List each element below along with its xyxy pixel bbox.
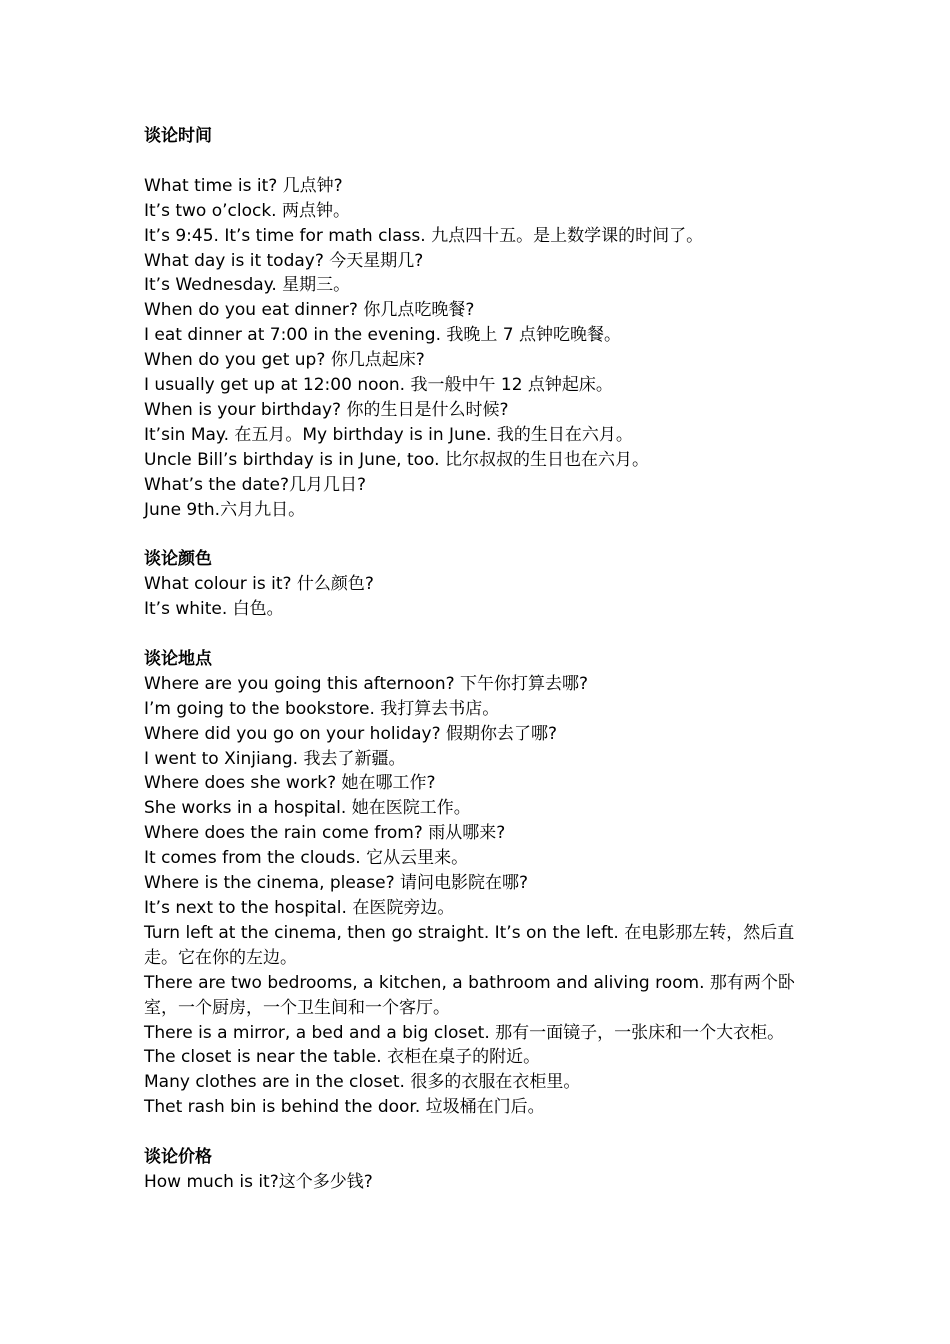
text-line: Where does the rain come from? 雨从哪来?	[144, 823, 506, 844]
text-line: June 9th.六月九日。	[144, 499, 306, 520]
section-time	[144, 124, 814, 522]
document-page	[144, 124, 814, 1195]
blank-line	[144, 149, 814, 174]
text-line: It’s two o’clock. 两点钟。	[144, 200, 350, 221]
section-place	[144, 647, 814, 1120]
text-line: It’s 9:45. It’s time for math class. 九点四十五。是上数学课的时间了。	[144, 225, 704, 246]
blank-line	[144, 1120, 814, 1145]
text-line: When is your birthday? 你的生日是什么时候?	[144, 399, 509, 420]
text-line: It’s white. 白色。	[144, 599, 284, 620]
text-line: I went to Xinjiang. 我去了新疆。	[144, 748, 406, 769]
text-line: It’s next to the hospital. 在医院旁边。	[144, 898, 455, 918]
text-line: There is a mirror, a bed and a big closet. 那有一面镜子，一张床和一个大衣柜。	[144, 1022, 785, 1043]
text-line: It’s Wednesday. 星期三。	[144, 275, 351, 296]
text-line: I’m going to the bookstore. 我打算去书店。	[144, 698, 500, 719]
text-line: It comes from the clouds. 它从云里来。	[144, 848, 469, 869]
text-line: Where did you go on your holiday? 假期你去了哪?	[144, 723, 558, 744]
text-line: Where are you going this afternoon? 下午你打算去哪?	[144, 673, 589, 694]
text-line: When do you get up? 你几点起床?	[144, 350, 425, 371]
blank-line	[144, 622, 814, 647]
text-line: Where does she work? 她在哪工作?	[144, 773, 436, 794]
text-line: Thet rash bin is behind the door. 垃圾桶在门后。	[144, 1097, 545, 1118]
text-line: Where is the cinema, please? 请问电影院在哪?	[144, 873, 529, 894]
text-line: I usually get up at 12:00 noon. 我一般中午 12 点钟起床。	[144, 375, 613, 396]
section-heading: 谈论时间	[144, 126, 212, 146]
text-line: I eat dinner at 7:00 in the evening. 我晚上 7 点钟吃晚餐。	[144, 325, 622, 346]
text-line: Uncle Bill’s birthday is in June, too. 比尔叔叔的生日也在六月。	[144, 449, 649, 470]
text-line: What colour is it? 什么颜色?	[144, 574, 374, 595]
text-line: When do you eat dinner? 你几点吃晚餐?	[144, 300, 475, 321]
text-line: What time is it? 几点钟?	[144, 175, 343, 196]
text-line: How much is it?这个多少钱?	[144, 1171, 373, 1192]
section-heading: 谈论颜色	[144, 549, 212, 570]
section-heading: 谈论价格	[144, 1147, 212, 1168]
section-colour	[144, 547, 814, 622]
text-line: It’sin May. 在五月。My birthday is in June. 我的生日在六月。	[144, 424, 633, 445]
text-line: Many clothes are in the closet. 很多的衣服在衣柜里。	[144, 1072, 581, 1093]
section-heading: 谈论地点	[144, 648, 212, 669]
text-line: What day is it today? 今天星期几?	[144, 250, 424, 271]
blank-line	[144, 522, 814, 547]
section-price	[144, 1145, 814, 1195]
text-line: There are two bedrooms, a kitchen, a bathroom and aliving room. 那有两个卧室，一个厨房，一个卫生间和一个客厅。	[144, 972, 795, 1018]
text-line: The closet is near the table. 衣柜在桌子的附近。	[144, 1047, 541, 1068]
text-line: What’s the date?几月几日?	[144, 474, 367, 495]
text-line: She works in a hospital. 她在医院工作。	[144, 798, 471, 819]
text-line: Turn left at the cinema, then go straight. It’s on the left. 在电影那左转，然后直走。它在你的左边。	[144, 922, 795, 968]
